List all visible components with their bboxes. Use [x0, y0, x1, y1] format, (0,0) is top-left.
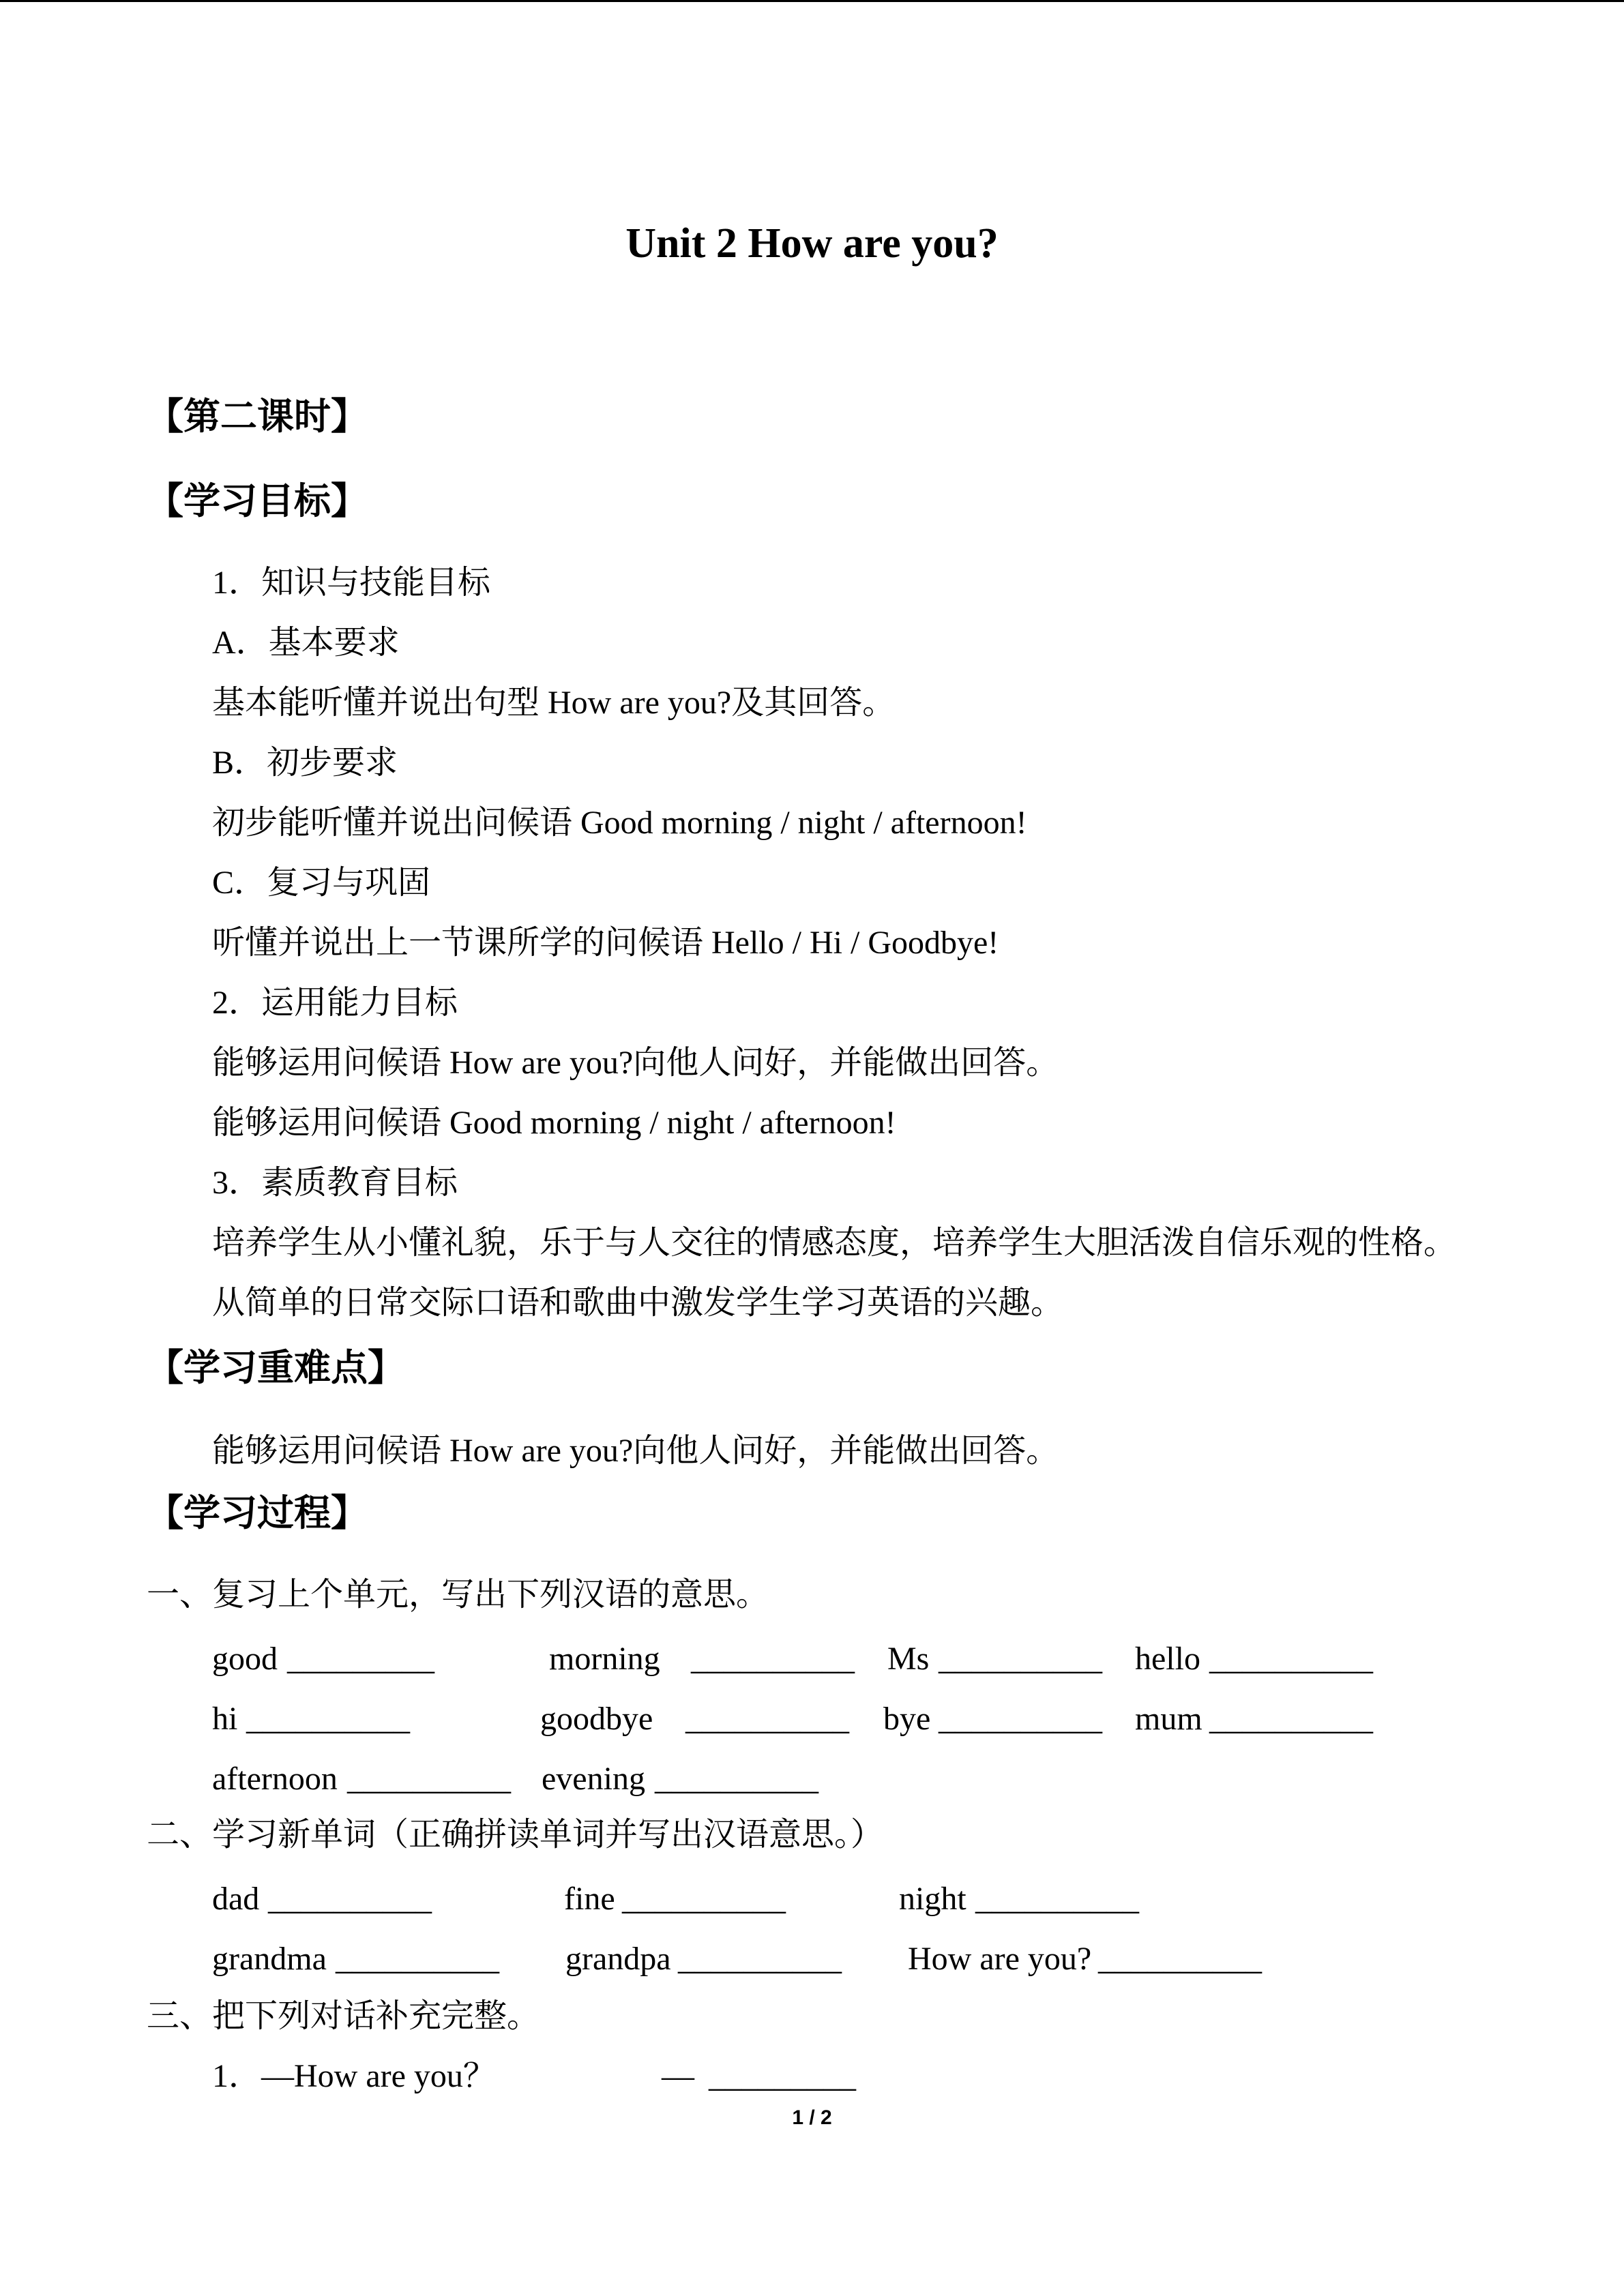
key-points-heading: 【学习重难点】 — [147, 1347, 404, 1388]
fill-blank: __________ — [685, 1701, 849, 1737]
lesson-label: 【第二课时】 — [147, 396, 368, 437]
objective-b-title: B．初步要求 — [212, 745, 398, 781]
fill-blank: __________ — [336, 1941, 499, 1977]
process-heading: 【学习过程】 — [147, 1493, 368, 1534]
objective-2-text-1: 能够运用问候语 How are you?向他人问好，并能做出回答。 — [212, 1045, 1059, 1081]
page-number: 1 / 2 — [792, 2106, 832, 2129]
fill-blank: __________ — [678, 1941, 842, 1977]
objective-3-text-1: 培养学生从小懂礼貌，乐于与人交往的情感态度，培养学生大胆活泼自信乐观的性格。 — [212, 1225, 1457, 1261]
fill-word: bye — [883, 1701, 931, 1737]
fill-blank: __________ — [1209, 1641, 1373, 1677]
part1-instruction: 一、复习上个单元，写出下列汉语的意思。 — [147, 1577, 769, 1613]
objective-2-text-2: 能够运用问候语 Good morning / night / afternoon! — [212, 1105, 896, 1141]
fill-word: hello — [1135, 1641, 1200, 1677]
fill-blank: _________ — [287, 1641, 434, 1677]
objective-b-text: 初步能听懂并说出问候语 Good morning / night / afternoon! — [212, 805, 1027, 841]
fill-blank: __________ — [268, 1881, 432, 1917]
objective-3-title: 3．素质教育目标 — [212, 1165, 458, 1201]
fill-blank: __________ — [622, 1881, 786, 1917]
fill-word: evening — [542, 1761, 645, 1797]
fill-word: dad — [212, 1881, 260, 1917]
dialog-row-1 — [0, 2057, 1624, 2096]
fill-blank: _________ — [709, 2058, 856, 2094]
fill-blank: __________ — [246, 1701, 410, 1737]
objective-c-title: C．复习与巩固 — [212, 865, 431, 901]
part2-row-1 — [0, 1880, 1624, 1918]
fill-blank: __________ — [939, 1641, 1102, 1677]
fill-blank: __________ — [1098, 1941, 1262, 1977]
fill-blank: __________ — [655, 1761, 818, 1797]
fill-word: Ms — [887, 1641, 930, 1677]
fill-word: goodbye — [540, 1701, 653, 1737]
fill-word: afternoon — [212, 1761, 338, 1797]
objectives-heading: 【学习目标】 — [147, 481, 368, 522]
fill-blank: __________ — [975, 1881, 1139, 1917]
objective-2-title: 2．运用能力目标 — [212, 985, 458, 1021]
fill-word: mum — [1135, 1701, 1202, 1737]
dialog-dash: — — [662, 2058, 694, 2094]
objective-a-text: 基本能听懂并说出句型 How are you?及其回答。 — [212, 685, 896, 721]
fill-word: grandma — [212, 1941, 327, 1977]
objective-1-title: 1．知识与技能目标 — [212, 565, 491, 601]
part2-instruction: 二、学习新单词（正确拼读单词并写出汉语意思。） — [147, 1817, 884, 1853]
fill-word: hi — [212, 1701, 238, 1737]
part1-row-1 — [0, 1640, 1624, 1678]
objective-c-text: 听懂并说出上一节课所学的问候语 Hello / Hi / Goodbye! — [212, 925, 999, 961]
fill-word: How are you? — [908, 1941, 1092, 1977]
part1-row-3 — [0, 1760, 1624, 1798]
fill-word: fine — [564, 1881, 615, 1917]
fill-word: grandpa — [565, 1941, 671, 1977]
fill-blank: __________ — [1209, 1701, 1373, 1737]
fill-blank: __________ — [691, 1641, 855, 1677]
fill-blank: __________ — [939, 1701, 1102, 1737]
fill-word: good — [212, 1641, 278, 1677]
part2-row-2 — [0, 1940, 1624, 1978]
fill-word: morning — [549, 1641, 660, 1677]
part1-row-2 — [0, 1700, 1624, 1738]
fill-word: night — [899, 1881, 966, 1917]
objective-3-text-2: 从简单的日常交际口语和歌曲中激发学生学习英语的兴趣。 — [212, 1285, 1064, 1321]
key-points-text: 能够运用问候语 How are you?向他人问好，并能做出回答。 — [212, 1433, 1059, 1469]
part3-instruction: 三、把下列对话补充完整。 — [147, 1998, 540, 2034]
document-title: Unit 2 How are you? — [625, 220, 999, 267]
objective-a-title: A．基本要求 — [212, 625, 400, 661]
dialog-prompt: 1．—How are you？ — [212, 2058, 496, 2094]
fill-blank: __________ — [347, 1761, 511, 1797]
